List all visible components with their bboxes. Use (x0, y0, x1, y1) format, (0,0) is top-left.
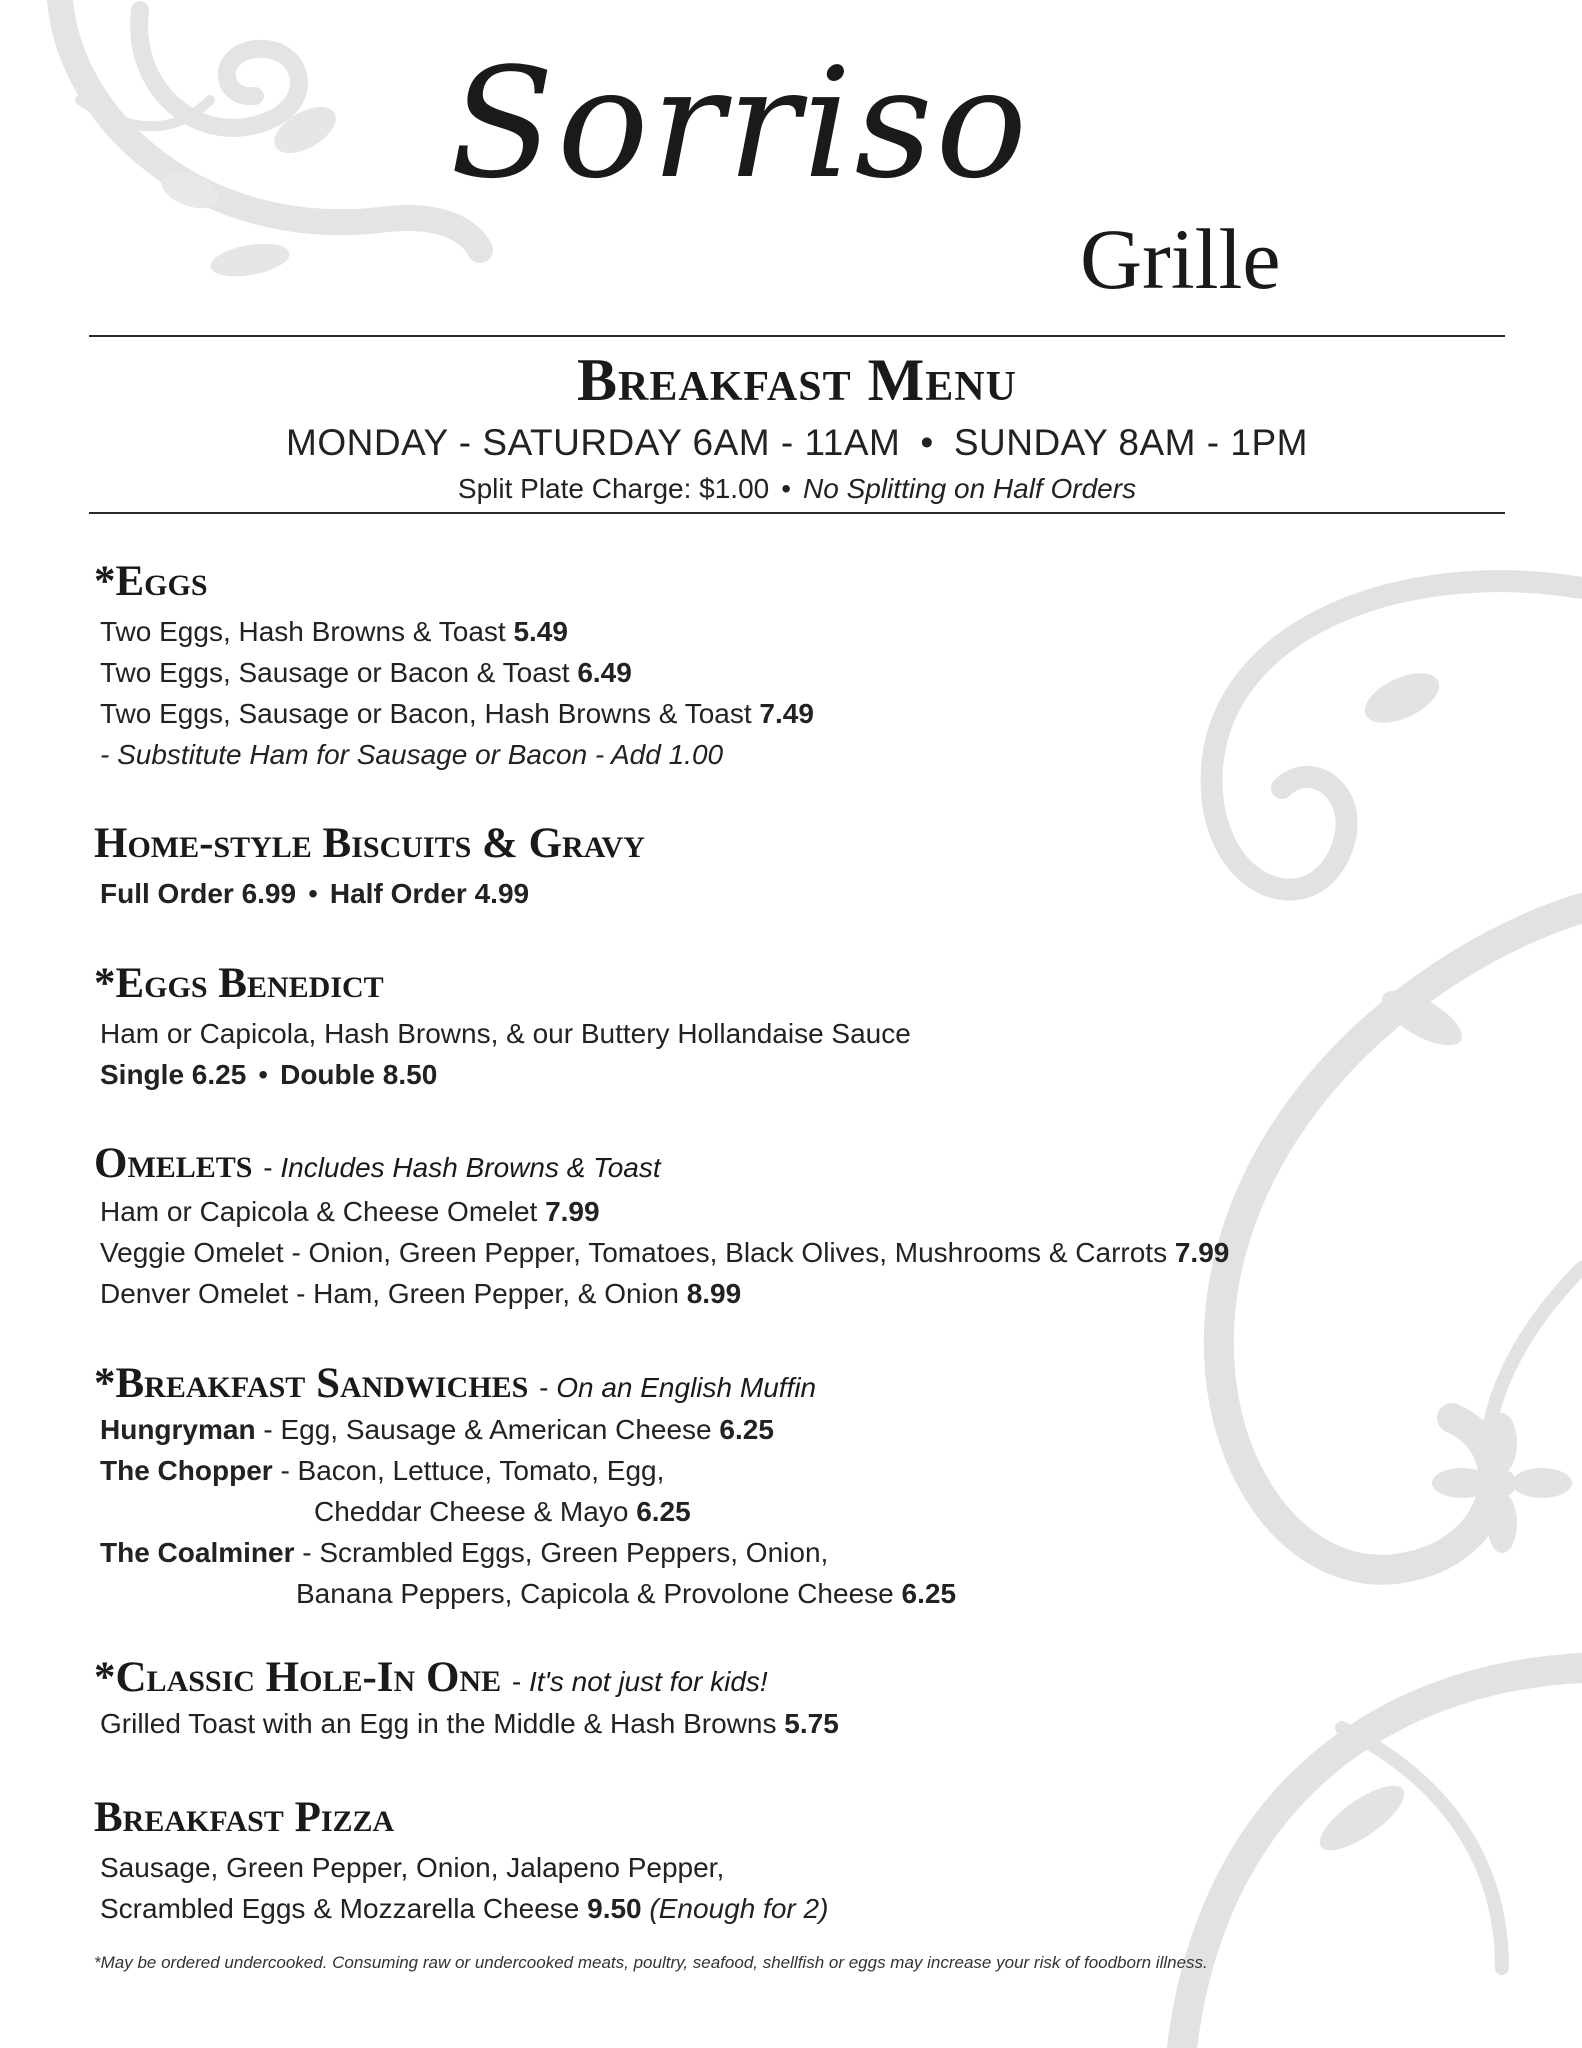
item-name: Hungryman (100, 1414, 256, 1445)
menu-item (94, 873, 1514, 914)
menu-item-continued (94, 1491, 1514, 1532)
section-omelets (94, 1142, 1514, 1314)
item-text: Two Eggs, Sausage or Bacon & Toast (100, 657, 570, 688)
item-price: 6.49 (577, 657, 632, 688)
section-title: *Eggs Benedict (94, 960, 384, 1007)
item-text: Veggie Omelet - Onion, Green Pepper, Tomatoes, Black Olives, Mushrooms & Carrots (100, 1237, 1168, 1268)
item-name: The Coalminer (100, 1537, 295, 1568)
menu-title: Breakfast Menu (577, 347, 1017, 413)
header-bottom-rule (89, 512, 1505, 514)
section-eggs-benedict (94, 962, 1514, 1095)
section-eggs (94, 560, 1514, 775)
menu-item (94, 1888, 1514, 1929)
menu-item (94, 1409, 1514, 1450)
half-order-price: Half Order 4.99 (329, 878, 530, 909)
item-price: 5.49 (513, 616, 568, 647)
split-plate-line (89, 475, 1505, 503)
item-price: 6.25 (901, 1578, 957, 1609)
section-title: *Eggs (94, 558, 208, 605)
menu-item (94, 1054, 1514, 1095)
item-name: The Chopper (100, 1455, 273, 1486)
item-text: Grilled Toast with an Egg in the Middle & Hash Browns (100, 1708, 777, 1739)
menu-item (94, 1703, 1514, 1744)
restaurant-logo (0, 0, 1582, 320)
item-price: 5.75 (784, 1708, 839, 1739)
section-note: On an English Muffin (556, 1372, 817, 1403)
item-price: 6.25 (719, 1414, 774, 1445)
section-note: Includes Hash Browns & Toast (280, 1152, 661, 1183)
item-description: Ham or Capicola, Hash Browns, & our Buttery Hollandaise Sauce (100, 1018, 911, 1049)
menu-item (94, 652, 1514, 693)
section-note: It's not just for kids! (528, 1666, 768, 1697)
item-note (94, 734, 1514, 775)
full-order-price: Full Order 6.99 (100, 878, 297, 909)
item-price: 6.25 (636, 1496, 691, 1527)
logo-script-name: Sorriso (450, 35, 1031, 212)
item-text: - Egg, Sausage & American Cheese (263, 1414, 712, 1445)
section-title-row: *Classic Hole-In One - It's not just for kids! (94, 1654, 768, 1701)
menu-item (94, 1273, 1514, 1314)
bullet-separator: • (258, 1059, 269, 1090)
hours-line (89, 424, 1505, 461)
split-note: No Splitting on Half Orders (803, 473, 1137, 504)
bullet-separator: • (920, 422, 934, 463)
item-price: 8.99 (686, 1278, 742, 1309)
hours-sunday: SUNDAY 8AM - 1PM (953, 422, 1308, 463)
item-text: - Scrambled Eggs, Green Peppers, Onion, (302, 1537, 829, 1568)
health-disclaimer: *May be ordered undercooked. Consuming raw or undercooked meats, poultry, seafood, shellfish or eggs may increase your risk of foodborn illness. (94, 1953, 1208, 1972)
section-title: *Classic Hole-In One (94, 1654, 502, 1701)
bullet-separator: • (308, 878, 318, 909)
hours-weekday: MONDAY - SATURDAY 6AM - 11AM (286, 422, 901, 463)
menu-item (94, 693, 1514, 734)
menu-item (94, 1450, 1514, 1491)
bullet-separator: • (781, 473, 792, 504)
menu-header (89, 346, 1505, 503)
item-text: Two Eggs, Hash Browns & Toast (100, 616, 506, 647)
section-title: Breakfast Pizza (94, 1794, 395, 1841)
menu-item (94, 611, 1514, 652)
item-description: Sausage, Green Pepper, Onion, Jalapeno Pepper, (100, 1852, 725, 1883)
single-price: Single 6.25 (100, 1059, 247, 1090)
double-price: Double 8.50 (280, 1059, 438, 1090)
item-text: Two Eggs, Sausage or Bacon, Hash Browns & Toast (100, 698, 752, 729)
item-text: Scrambled Eggs & Mozzarella Cheese (100, 1893, 580, 1924)
item-price: 7.99 (1174, 1237, 1230, 1268)
section-classic-hole-in-one (94, 1656, 1514, 1744)
item-price: 7.99 (545, 1196, 600, 1227)
item-text: Ham or Capicola & Cheese Omelet (100, 1196, 538, 1227)
menu-item (94, 1532, 1514, 1573)
item-price: 9.50 (587, 1893, 642, 1924)
item-text: Banana Peppers, Capicola & Provolone Cheese (296, 1578, 894, 1609)
item-text: Cheddar Cheese & Mayo (314, 1496, 629, 1527)
item-text: - Bacon, Lettuce, Tomato, Egg, (280, 1455, 665, 1486)
header-top-rule (89, 335, 1505, 337)
logo-subtitle: Grille (1080, 211, 1281, 307)
split-charge: Split Plate Charge: $1.00 (457, 473, 770, 504)
section-breakfast-pizza (94, 1796, 1514, 1929)
note-text: - Substitute Ham for Sausage or Bacon - Add 1.00 (100, 739, 724, 770)
section-breakfast-sandwiches (94, 1362, 1514, 1614)
section-biscuits-gravy (94, 822, 1514, 914)
section-title: *Breakfast Sandwiches (94, 1360, 529, 1407)
menu-item (94, 1191, 1514, 1232)
item-text: Denver Omelet - Ham, Green Pepper, & Onion (100, 1278, 679, 1309)
item-price: 7.49 (759, 698, 814, 729)
section-title: Omelets (94, 1140, 253, 1187)
menu-item (94, 1232, 1514, 1273)
menu-item-continued (94, 1573, 1514, 1614)
section-title: Home-style Biscuits & Gravy (94, 820, 645, 867)
serving-note: (Enough for 2) (649, 1893, 829, 1924)
section-title-row: Omelets - Includes Hash Browns & Toast (94, 1140, 661, 1187)
section-title-row: *Breakfast Sandwiches - On an English Muffin (94, 1360, 817, 1407)
